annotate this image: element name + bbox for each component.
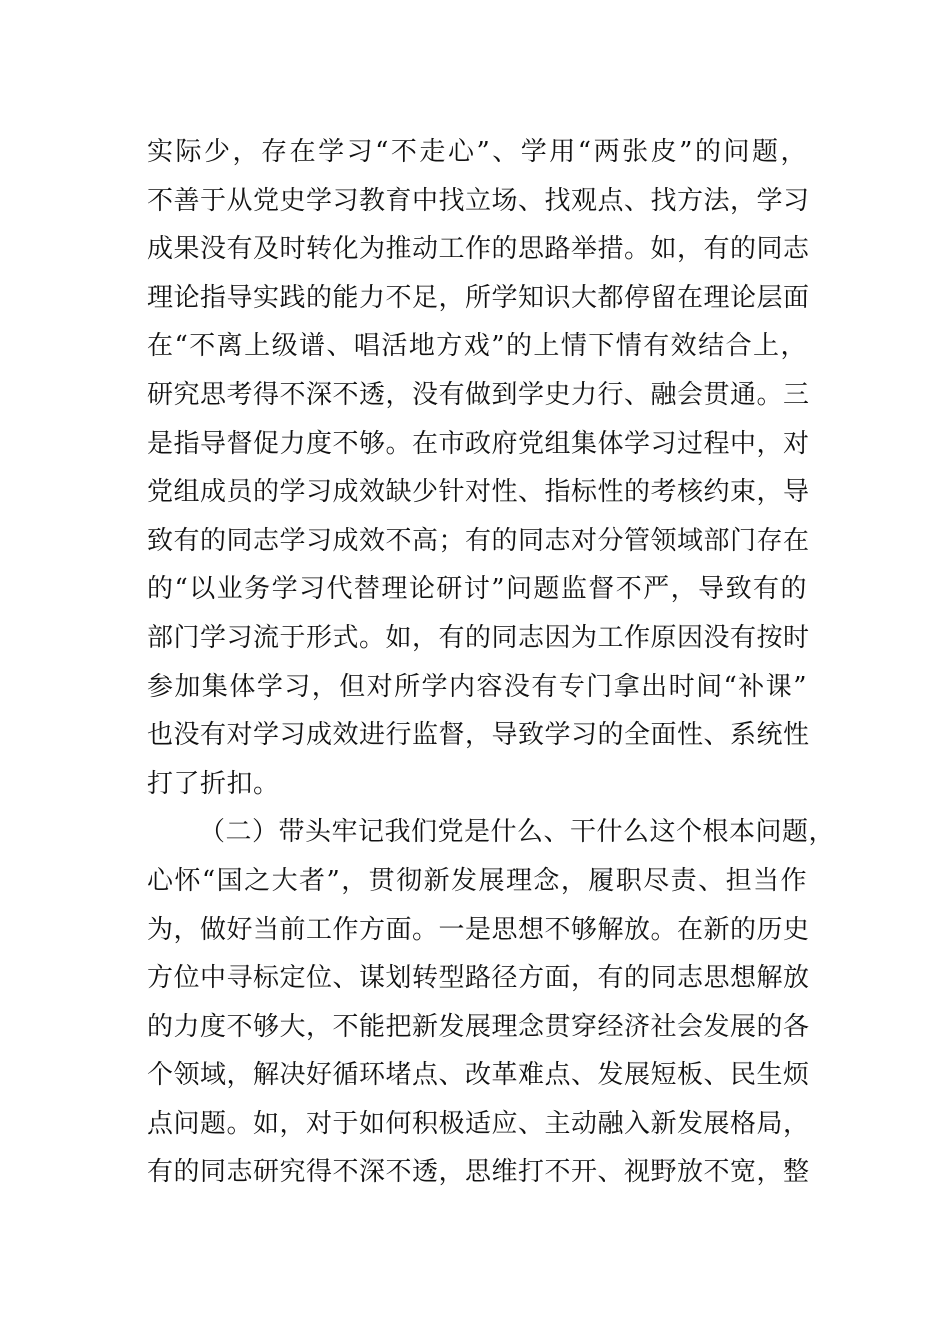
paragraph-1	[147, 128, 810, 808]
text-line: 党组成员的学习成效缺少针对性、指标性的考核约束，导	[147, 477, 810, 508]
text-line: 理论指导实践的能力不足，所学知识大都停留在理论层面	[147, 282, 810, 313]
text-line: 的“以业务学习代替理论研讨”问题监督不严，导致有的	[147, 574, 807, 605]
document-body	[147, 128, 836, 1197]
text-line: 心怀“国之大者”，贯彻新发展理念，履职尽责、担当作	[147, 865, 807, 896]
text-line: 致有的同志学习成效不高；有的同志对分管领域部门存在	[147, 525, 810, 556]
text-line: 部门学习流于形式。如，有的同志因为工作原因没有按时	[147, 622, 810, 653]
text-line: （二）带头牢记我们党是什么、干什么这个根本问题，	[199, 817, 836, 848]
text-line: 研究思考得不深不透，没有做到学史力行、融会贯通。三	[147, 379, 810, 410]
text-line: 的力度不够大，不能把新发展理念贯穿经济社会发展的各	[147, 1011, 810, 1042]
text-line: 个领域，解决好循环堵点、改革难点、发展短板、民生烦	[147, 1060, 810, 1091]
paragraph-2	[147, 808, 836, 1197]
text-line: 有的同志研究得不深不透，思维打不开、视野放不宽，整	[147, 1157, 810, 1188]
text-line: 也没有对学习成效进行监督，导致学习的全面性、系统性	[147, 720, 810, 751]
text-line: 为，做好当前工作方面。一是思想不够解放。在新的历史	[147, 914, 810, 945]
text-line: 点问题。如，对于如何积极适应、主动融入新发展格局，	[147, 1108, 810, 1139]
text-line: 参加集体学习，但对所学内容没有专门拿出时间“补课”	[147, 671, 807, 702]
text-line: 是指导督促力度不够。在市政府党组集体学习过程中，对	[147, 428, 810, 459]
text-line: 成果没有及时转化为推动工作的思路举措。如，有的同志	[147, 234, 810, 265]
text-line: 在“不离上级谱、唱活地方戏”的上情下情有效结合上，	[147, 331, 807, 362]
text-line: 打了折扣。	[147, 768, 280, 799]
text-line: 不善于从党史学习教育中找立场、找观点、找方法，学习	[147, 185, 810, 216]
text-line: 方位中寻标定位、谋划转型路径方面，有的同志思想解放	[147, 963, 810, 994]
text-line: 实际少，存在学习“不走心”、学用“两张皮”的问题，	[147, 137, 807, 167]
